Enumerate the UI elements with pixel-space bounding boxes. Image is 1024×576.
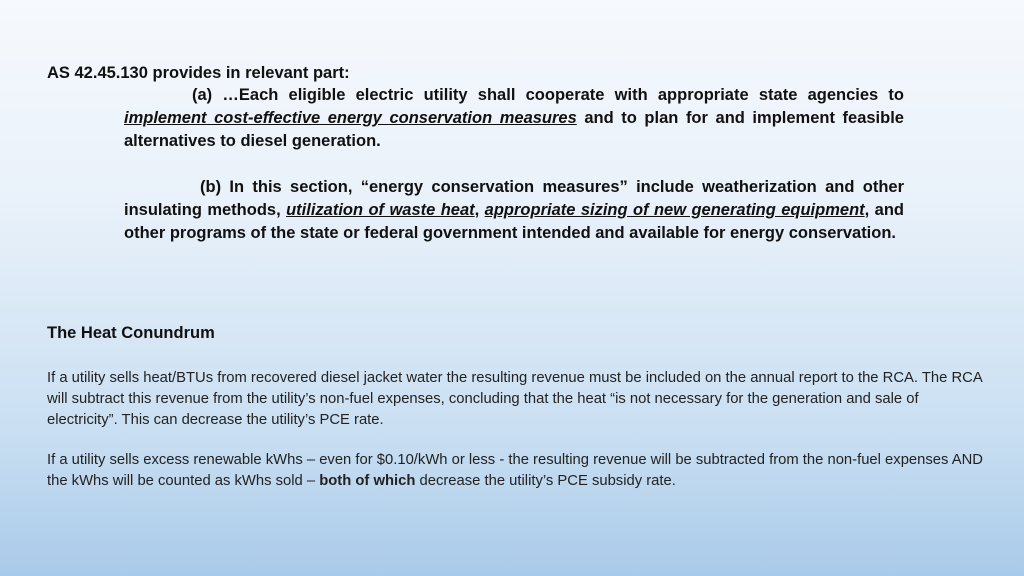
statute-heading: AS 42.45.130 provides in relevant part: [47, 64, 350, 82]
para-a-label: (a) [192, 86, 213, 104]
renewable-text-1: If a utility sells excess renewable kWhs – even for $0.10/kWh or less - the resulting revenue will be subtracted from the non-fuel expenses AND the kWhs will be counted as kWhs sold – [47, 452, 983, 489]
renewable-bold: both of which [319, 473, 416, 489]
section-title: The Heat Conundrum [47, 324, 215, 342]
para-a-text-2: and to plan for and implement feasible alternatives to diesel generation. [124, 109, 904, 150]
heat-paragraph: If a utility sells heat/BTUs from recovered diesel jacket water the resulting revenue must be included on the annual report to the RCA. The RCA will subtract this revenue from the utility’s non-fuel expenses, concluding that the heat “is not necessary for the generation and sale of electricity”. This can decrease the utility’s PCE rate. [47, 370, 982, 428]
renewable-text-2: decrease the utility’s PCE subsidy rate. [415, 473, 676, 489]
para-b-emphasis-2: appropriate sizing of new generating equipment [484, 201, 865, 219]
para-b-text-1: In this section, “energy conservation measures” include weatherization and other insulating methods, [124, 178, 904, 219]
para-a-text-1: …Each eligible electric utility shall cooperate with appropriate state agencies to [212, 86, 904, 104]
para-b-text-2: , and other programs of the state or federal government intended and available for energy conservation. [124, 201, 904, 242]
statute-paragraph-b [124, 176, 904, 245]
para-b-label: (b) [200, 178, 222, 196]
para-b-emphasis-1: utilization of waste heat [286, 201, 475, 219]
statute-paragraph-a [124, 84, 904, 153]
para-b-separator: , [474, 201, 485, 219]
renewable-paragraph [47, 450, 987, 492]
para-a-emphasis: implement cost-effective energy conservation measures [124, 109, 577, 127]
